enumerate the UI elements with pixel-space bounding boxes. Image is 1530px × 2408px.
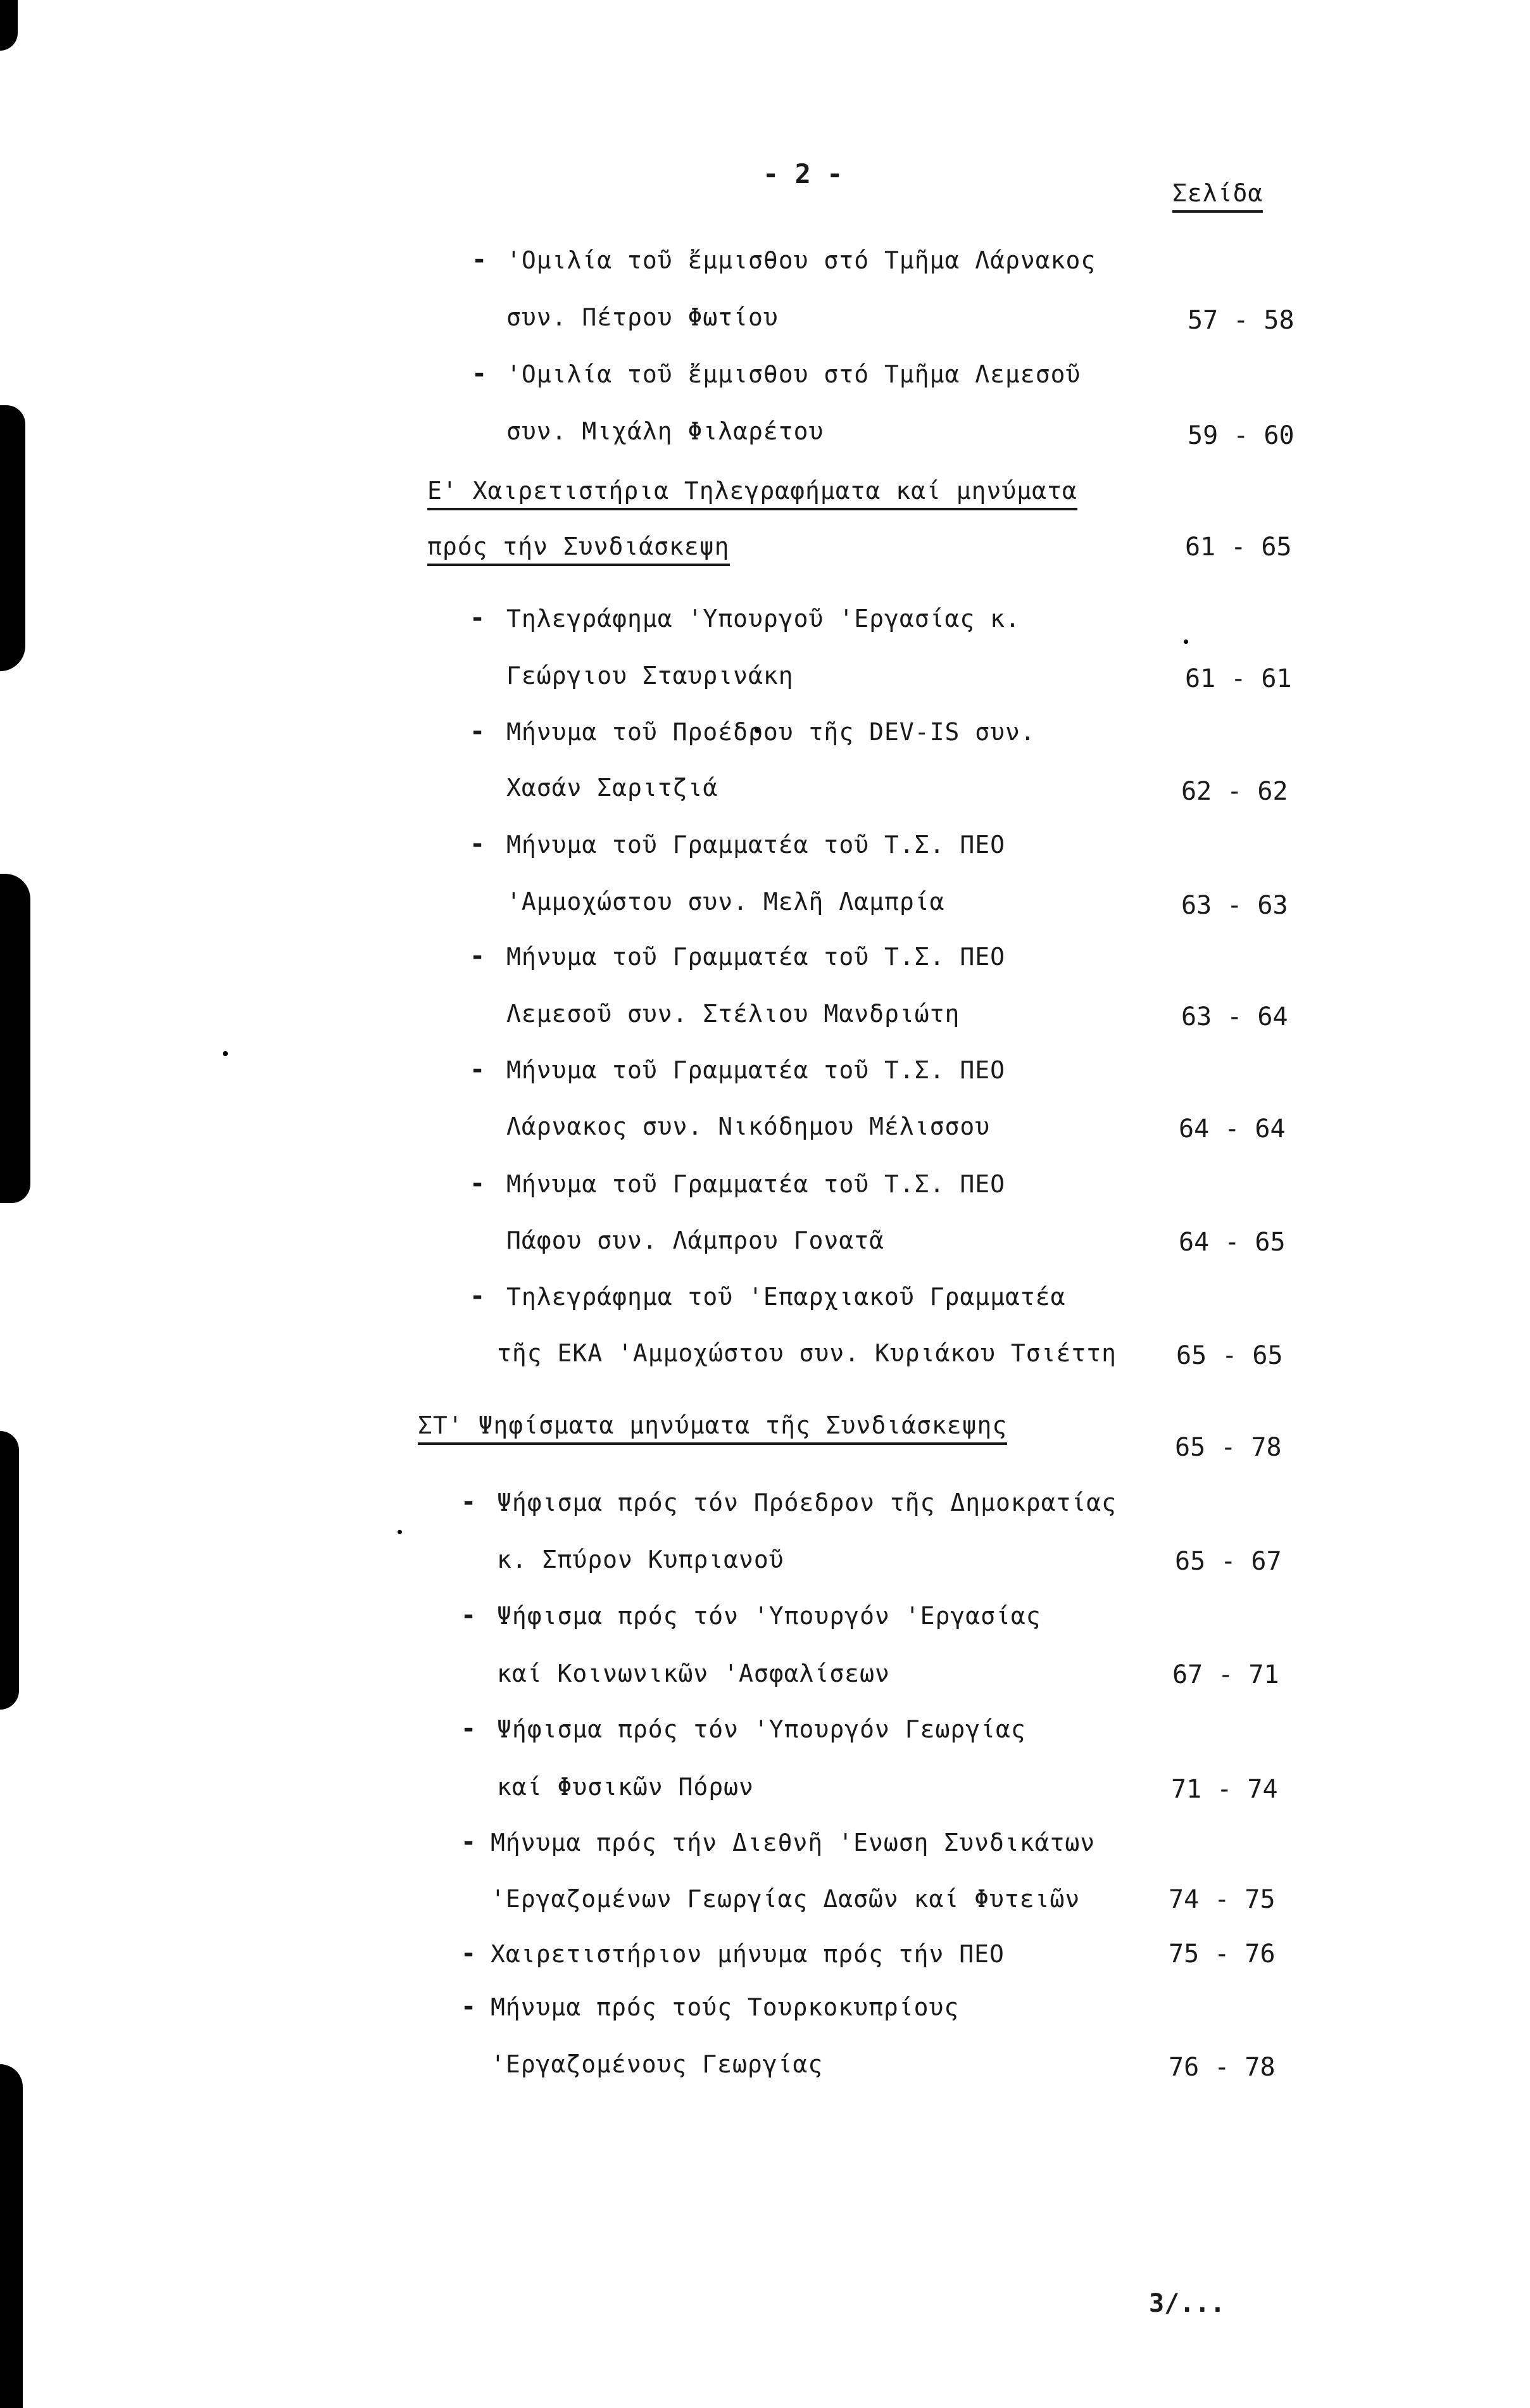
scan-edge-artifact: [0, 874, 30, 1203]
entry-page-range: 74 - 75: [1169, 1885, 1276, 1914]
entry-text: Γεώργιου Σταυρινάκη: [506, 662, 794, 690]
entry-text: Ψήφισμα πρός τόν 'Υπουργόν Γεωργίας: [497, 1715, 1026, 1743]
scan-edge-artifact: [0, 2064, 23, 2408]
bullet-dash: -: [472, 359, 487, 388]
entry-text: Λεμεσοῦ συν. Στέλιου Μανδριώτη: [506, 1000, 960, 1028]
entry-text: τῆς ΕΚΑ 'Αμμοχώστου συν. Κυριάκου Τσιέττη: [497, 1339, 1117, 1367]
entry-text: συν. Πέτρου Φωτίου: [506, 303, 779, 331]
entry-text: 'Ομιλία τοῦ ἔμμισθου στό Τμῆμα Λάρνακος: [506, 246, 1096, 274]
entry-page-range: 65 - 78: [1175, 1433, 1282, 1462]
page-number: - 2 -: [763, 158, 843, 189]
entry-text: 'Εργαζομένων Γεωργίας Δασῶν καί Φυτειῶν: [491, 1885, 1081, 1913]
entry-text: Λάρνακος συν. Νικόδημου Μέλισσου: [506, 1113, 991, 1140]
dust-speck: [1184, 640, 1188, 644]
entry-page-range: 75 - 76: [1169, 1939, 1276, 1969]
entry-page-range: 62 - 62: [1181, 777, 1288, 806]
entry-page-range: 64 - 64: [1179, 1114, 1286, 1144]
entry-text: Μήνυμα τοῦ Προέδρου τῆς DEV-IS συν.: [506, 718, 1036, 746]
entry-page-range: 76 - 78: [1169, 2053, 1276, 2082]
entry-text: Μήνυμα τοῦ Γραμματέα τοῦ Τ.Σ. ΠΕΟ: [506, 1170, 1005, 1198]
bullet-dash: -: [470, 942, 486, 971]
column-header-page: Σελίδα: [1172, 181, 1263, 213]
entry-page-range: 67 - 71: [1172, 1660, 1279, 1689]
bullet-dash: -: [461, 1939, 477, 1968]
entry-page-range: 64 - 65: [1179, 1228, 1286, 1257]
bullet-dash: -: [470, 1282, 486, 1311]
entry-text: συν. Μιχάλη Φιλαρέτου: [506, 417, 824, 445]
scan-edge-artifact: [0, 405, 25, 671]
entry-text: Ψήφισμα πρός τόν 'Υπουργόν 'Εργασίας: [497, 1602, 1041, 1630]
entry-text: καί Κοινωνικῶν 'Ασφαλίσεων: [497, 1660, 890, 1687]
bullet-dash: -: [461, 1827, 477, 1856]
bullet-dash: -: [470, 1055, 486, 1084]
entry-text: Ψήφισμα πρός τόν Πρόεδρον τῆς Δημοκρατίας: [497, 1489, 1117, 1516]
entry-page-range: 61 - 65: [1185, 533, 1292, 562]
entry-text: Μήνυμα τοῦ Γραμματέα τοῦ Τ.Σ. ΠΕΟ: [506, 831, 1005, 859]
bullet-dash: -: [461, 1992, 477, 2021]
dust-speck: [223, 1051, 228, 1056]
entry-text: κ. Σπύρον Κυπριανοῦ: [497, 1546, 784, 1573]
bullet-dash: -: [470, 1169, 486, 1198]
entry-page-range: 71 - 74: [1171, 1775, 1278, 1804]
entry-text: Μήνυμα πρός τούς Τουρκοκυπρίους: [491, 1993, 960, 2021]
entry-text: 'Ομιλία τοῦ ἔμμισθου στό Τμῆμα Λεμεσοῦ: [506, 360, 1081, 388]
entry-text: 'Αμμοχώστου συν. Μελῆ Λαμπρία: [506, 888, 945, 916]
entry-text: 'Εργαζομένους Γεωργίας: [491, 2050, 824, 2078]
section-heading: πρός τήν Συνδιάσκεψη: [427, 534, 730, 566]
entry-text: καί Φυσικῶν Πόρων: [497, 1773, 754, 1801]
bullet-dash: -: [461, 1714, 477, 1743]
entry-text: Τηλεγράφημα 'Υπουργοῦ 'Εργασίας κ.: [506, 605, 1020, 633]
entry-page-range: 65 - 65: [1176, 1341, 1283, 1370]
bullet-dash: -: [470, 717, 486, 746]
bullet-dash: -: [461, 1601, 477, 1630]
continuation-marker: 3/...: [1149, 2289, 1226, 2318]
entry-text: Χασάν Σαριτζιά: [506, 774, 718, 802]
bullet-dash: -: [472, 245, 487, 274]
entry-page-range: 61 - 61: [1185, 664, 1292, 693]
dust-speck: [398, 1530, 402, 1534]
entry-page-range: 63 - 64: [1181, 1002, 1288, 1031]
bullet-dash: -: [470, 829, 486, 859]
entry-page-range: 65 - 67: [1175, 1547, 1282, 1576]
entry-page-range: 57 - 58: [1188, 306, 1295, 335]
bullet-dash: -: [470, 603, 486, 633]
bullet-dash: -: [461, 1487, 477, 1516]
section-heading: ΣΤ' Ψηφίσματα μηνύματα τῆς Συνδιάσκεψης: [418, 1413, 1007, 1445]
entry-text: Τηλεγράφημα τοῦ 'Επαρχιακοῦ Γραμματέα: [506, 1283, 1066, 1311]
entry-text: Μήνυμα πρός τήν Διεθνῆ 'Ενωση Συνδικάτων: [491, 1829, 1096, 1856]
entry-text: Πάφου συν. Λάμπρου Γονατᾶ: [506, 1226, 884, 1254]
entry-page-range: 59 - 60: [1188, 421, 1295, 450]
entry-text: Χαιρετιστήριον μήνυμα πρός τήν ΠΕΟ: [491, 1940, 1005, 1968]
scan-edge-artifact: [0, 0, 18, 51]
scan-edge-artifact: [0, 1431, 19, 1710]
section-heading: Ε' Χαιρετιστήρια Τηλεγραφήματα καί μηνύματα: [427, 479, 1077, 510]
entry-text: Μήνυμα τοῦ Γραμματέα τοῦ Τ.Σ. ΠΕΟ: [506, 1056, 1005, 1084]
entry-page-range: 63 - 63: [1181, 891, 1288, 920]
entry-text: Μήνυμα τοῦ Γραμματέα τοῦ Τ.Σ. ΠΕΟ: [506, 943, 1005, 971]
